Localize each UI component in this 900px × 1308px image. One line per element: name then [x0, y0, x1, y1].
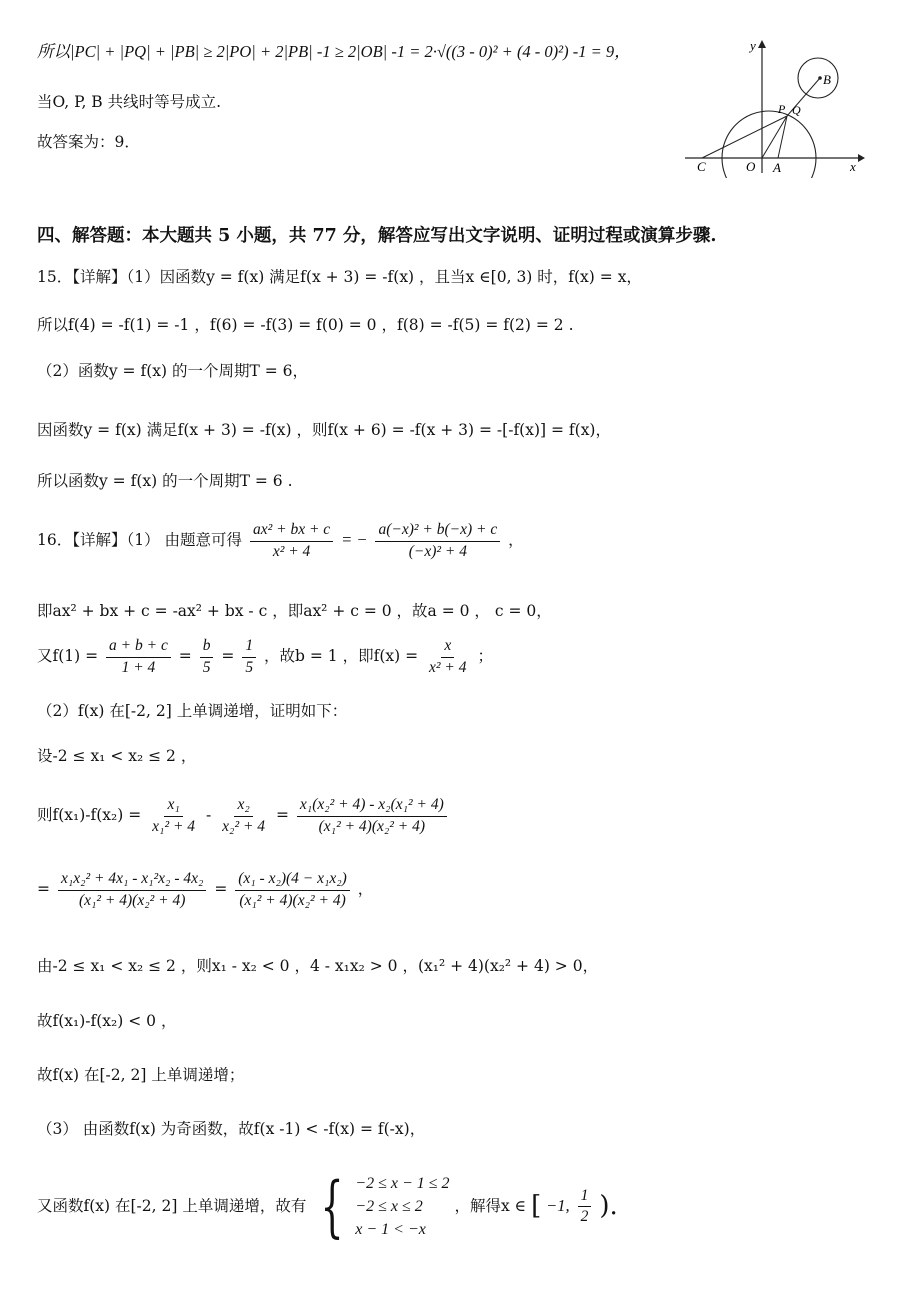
numerator: x₂ [234, 796, 252, 817]
q16-line-10: 故f(x) 在[-2, 2] 上单调递增； [37, 1066, 245, 1084]
fraction [219, 796, 268, 836]
q16-line-11: （3） 由函数f(x) 为奇函数，故f(x -1) < -f(x) = f(-x)， [37, 1120, 426, 1138]
denominator: (−x)² + 4 [408, 542, 467, 560]
solution-line-inequality: 所以|PC| + |PQ| + |PB| ≥ 2|PO| + 2|PB| -1 ≥ 2|OB| -1 = 2·√((3 - 0)² + (4 - 0)²) -1 = 9， [37, 42, 631, 61]
figure-label-y: y [750, 38, 756, 53]
system-row: −2 ≤ x ≤ 2 [355, 1198, 423, 1216]
q16-l3-middle: ，故b = 1 ，即f(x) = [264, 647, 419, 666]
denominator: x₂² + 4 [222, 817, 266, 835]
q16-line-1 [37, 521, 524, 561]
interval-start: −1, [546, 1195, 570, 1215]
q16-l3-prefix: 又f(1) = [37, 647, 99, 666]
equals-minus: = − [341, 530, 368, 550]
denominator: x² + 4 [429, 658, 467, 676]
denominator: 5 [202, 658, 211, 676]
left-bracket: [ [531, 1191, 542, 1222]
denominator: 2 [580, 1208, 589, 1226]
fraction [235, 870, 350, 910]
denominator: x₁² + 4 [152, 817, 196, 835]
q16-l12-middle: ，解得x ∈ [454, 1196, 527, 1215]
q16-line-3 [37, 637, 493, 677]
equals: = [275, 806, 289, 825]
numerator: b [200, 637, 214, 658]
equals: = [221, 647, 235, 666]
numerator: x₁x₂² + 4x₁ - x₁²x₂ - 4x₂ [58, 870, 206, 891]
fraction [242, 637, 256, 677]
numerator: a(−x)² + b(−x) + c [375, 521, 500, 542]
inequality-system [311, 1167, 450, 1245]
equals: = [178, 647, 192, 666]
figure-label-p: P [778, 102, 786, 116]
numerator: (x₁ - x₂)(4 − x₁x₂) [235, 870, 350, 891]
denominator: 5 [245, 658, 254, 676]
q16-line-7 [37, 870, 373, 910]
figure-label-x: x [850, 159, 856, 174]
section-heading: 四、解答题：本大题共 5 小题，共 77 分，解答应写出文字说明、证明过程或演算步骤. [37, 226, 717, 246]
q16-l12-prefix: 又函数f(x) 在[-2, 2] 上单调递增，故有 [37, 1196, 307, 1215]
figure-label-a: A [773, 160, 781, 175]
q16-l7-suffix: ， [357, 880, 374, 899]
numerator: x₁(x₂² + 4) - x₂(x₁² + 4) [297, 796, 447, 817]
right-paren: ). [599, 1191, 618, 1222]
numerator: a + b + c [106, 637, 171, 658]
equals: = [214, 880, 228, 899]
numerator: 1 [242, 637, 256, 658]
q16-line-4: （2）f(x) 在[-2, 2] 上单调递增，证明如下： [37, 702, 348, 720]
denominator: 1 + 4 [121, 658, 156, 676]
q16-line-12 [37, 1167, 618, 1245]
q16-l1-prefix: 16．【详解】（1） 由题意可得 [37, 531, 243, 550]
q16-line-9: 故f(x₁)-f(x₂) < 0 ， [37, 1012, 177, 1030]
q15-line-1: 15．【详解】（1）因函数y = f(x) 满足f(x + 3) = -f(x) ，且当x ∈[0, 3) 时，f(x) = x， [37, 268, 642, 286]
q15-line-3: （2）函数y = f(x) 的一个周期T = 6， [37, 362, 309, 380]
q16-l6-prefix: 则f(x₁)-f(x₂) = [37, 806, 142, 825]
numerator: ax² + bx + c [250, 521, 333, 542]
numerator: x₁ [164, 796, 182, 817]
system-rows [355, 1172, 449, 1242]
q16-line-8: 由-2 ≤ x₁ < x₂ ≤ 2 ，则x₁ - x₂ < 0 ，4 - x₁x₂ > 0 ，(x₁² + 4)(x₂² + 4) > 0， [37, 957, 599, 975]
fraction [578, 1187, 592, 1227]
equals: = [37, 880, 50, 899]
q16-line-2: 即ax² + bx + c = -ax² + bx - c ，即ax² + c = 0 ，故a = 0 ， c = 0， [37, 602, 552, 620]
q16-line-6 [37, 796, 450, 836]
q16-l3-suffix: ； [477, 647, 493, 666]
left-brace: { [320, 1167, 344, 1245]
fraction [106, 637, 171, 677]
numerator: 1 [578, 1187, 592, 1208]
q15-line-5: 所以函数y = f(x) 的一个周期T = 6 . [37, 472, 293, 490]
denominator: x² + 4 [272, 542, 311, 560]
denominator: (x₁² + 4)(x₂² + 4) [78, 891, 186, 909]
numerator: x [441, 637, 454, 658]
denominator: (x₁² + 4)(x₂² + 4) [318, 817, 426, 835]
fraction [149, 796, 198, 836]
fraction [297, 796, 447, 836]
minus: - [205, 806, 212, 825]
fraction [58, 870, 206, 910]
fraction [426, 637, 470, 677]
figure-label-o: O [746, 159, 756, 174]
answer-line: 故答案为：9． [37, 133, 140, 151]
geometry-figure [680, 38, 865, 178]
figure-label-q: Q [792, 103, 801, 117]
fraction [200, 637, 214, 677]
q15-line-2: 所以f(4) = -f(1) = -1 ，f(6) = -f(3) = f(0) = 0 ，f(8) = -f(5) = f(2) = 2 . [37, 316, 574, 334]
system-row: −2 ≤ x − 1 ≤ 2 [355, 1175, 450, 1192]
system-row: x − 1 < −x [355, 1221, 426, 1239]
denominator: (x₁² + 4)(x₂² + 4) [239, 891, 346, 909]
fraction [250, 521, 333, 561]
q16-line-5: 设-2 ≤ x₁ < x₂ ≤ 2 ， [37, 747, 197, 765]
q15-line-4: 因函数y = f(x) 满足f(x + 3) = -f(x) ，则f(x + 6) = -f(x + 3) = -[-f(x)] = f(x)， [37, 421, 611, 439]
fraction [375, 521, 500, 561]
q16-l1-suffix: ， [508, 531, 524, 550]
solution-line-equality-condition: 当O, P, B 共线时等号成立. [37, 93, 222, 111]
figure-label-b: B [823, 72, 831, 87]
figure-label-c: C [697, 159, 706, 174]
